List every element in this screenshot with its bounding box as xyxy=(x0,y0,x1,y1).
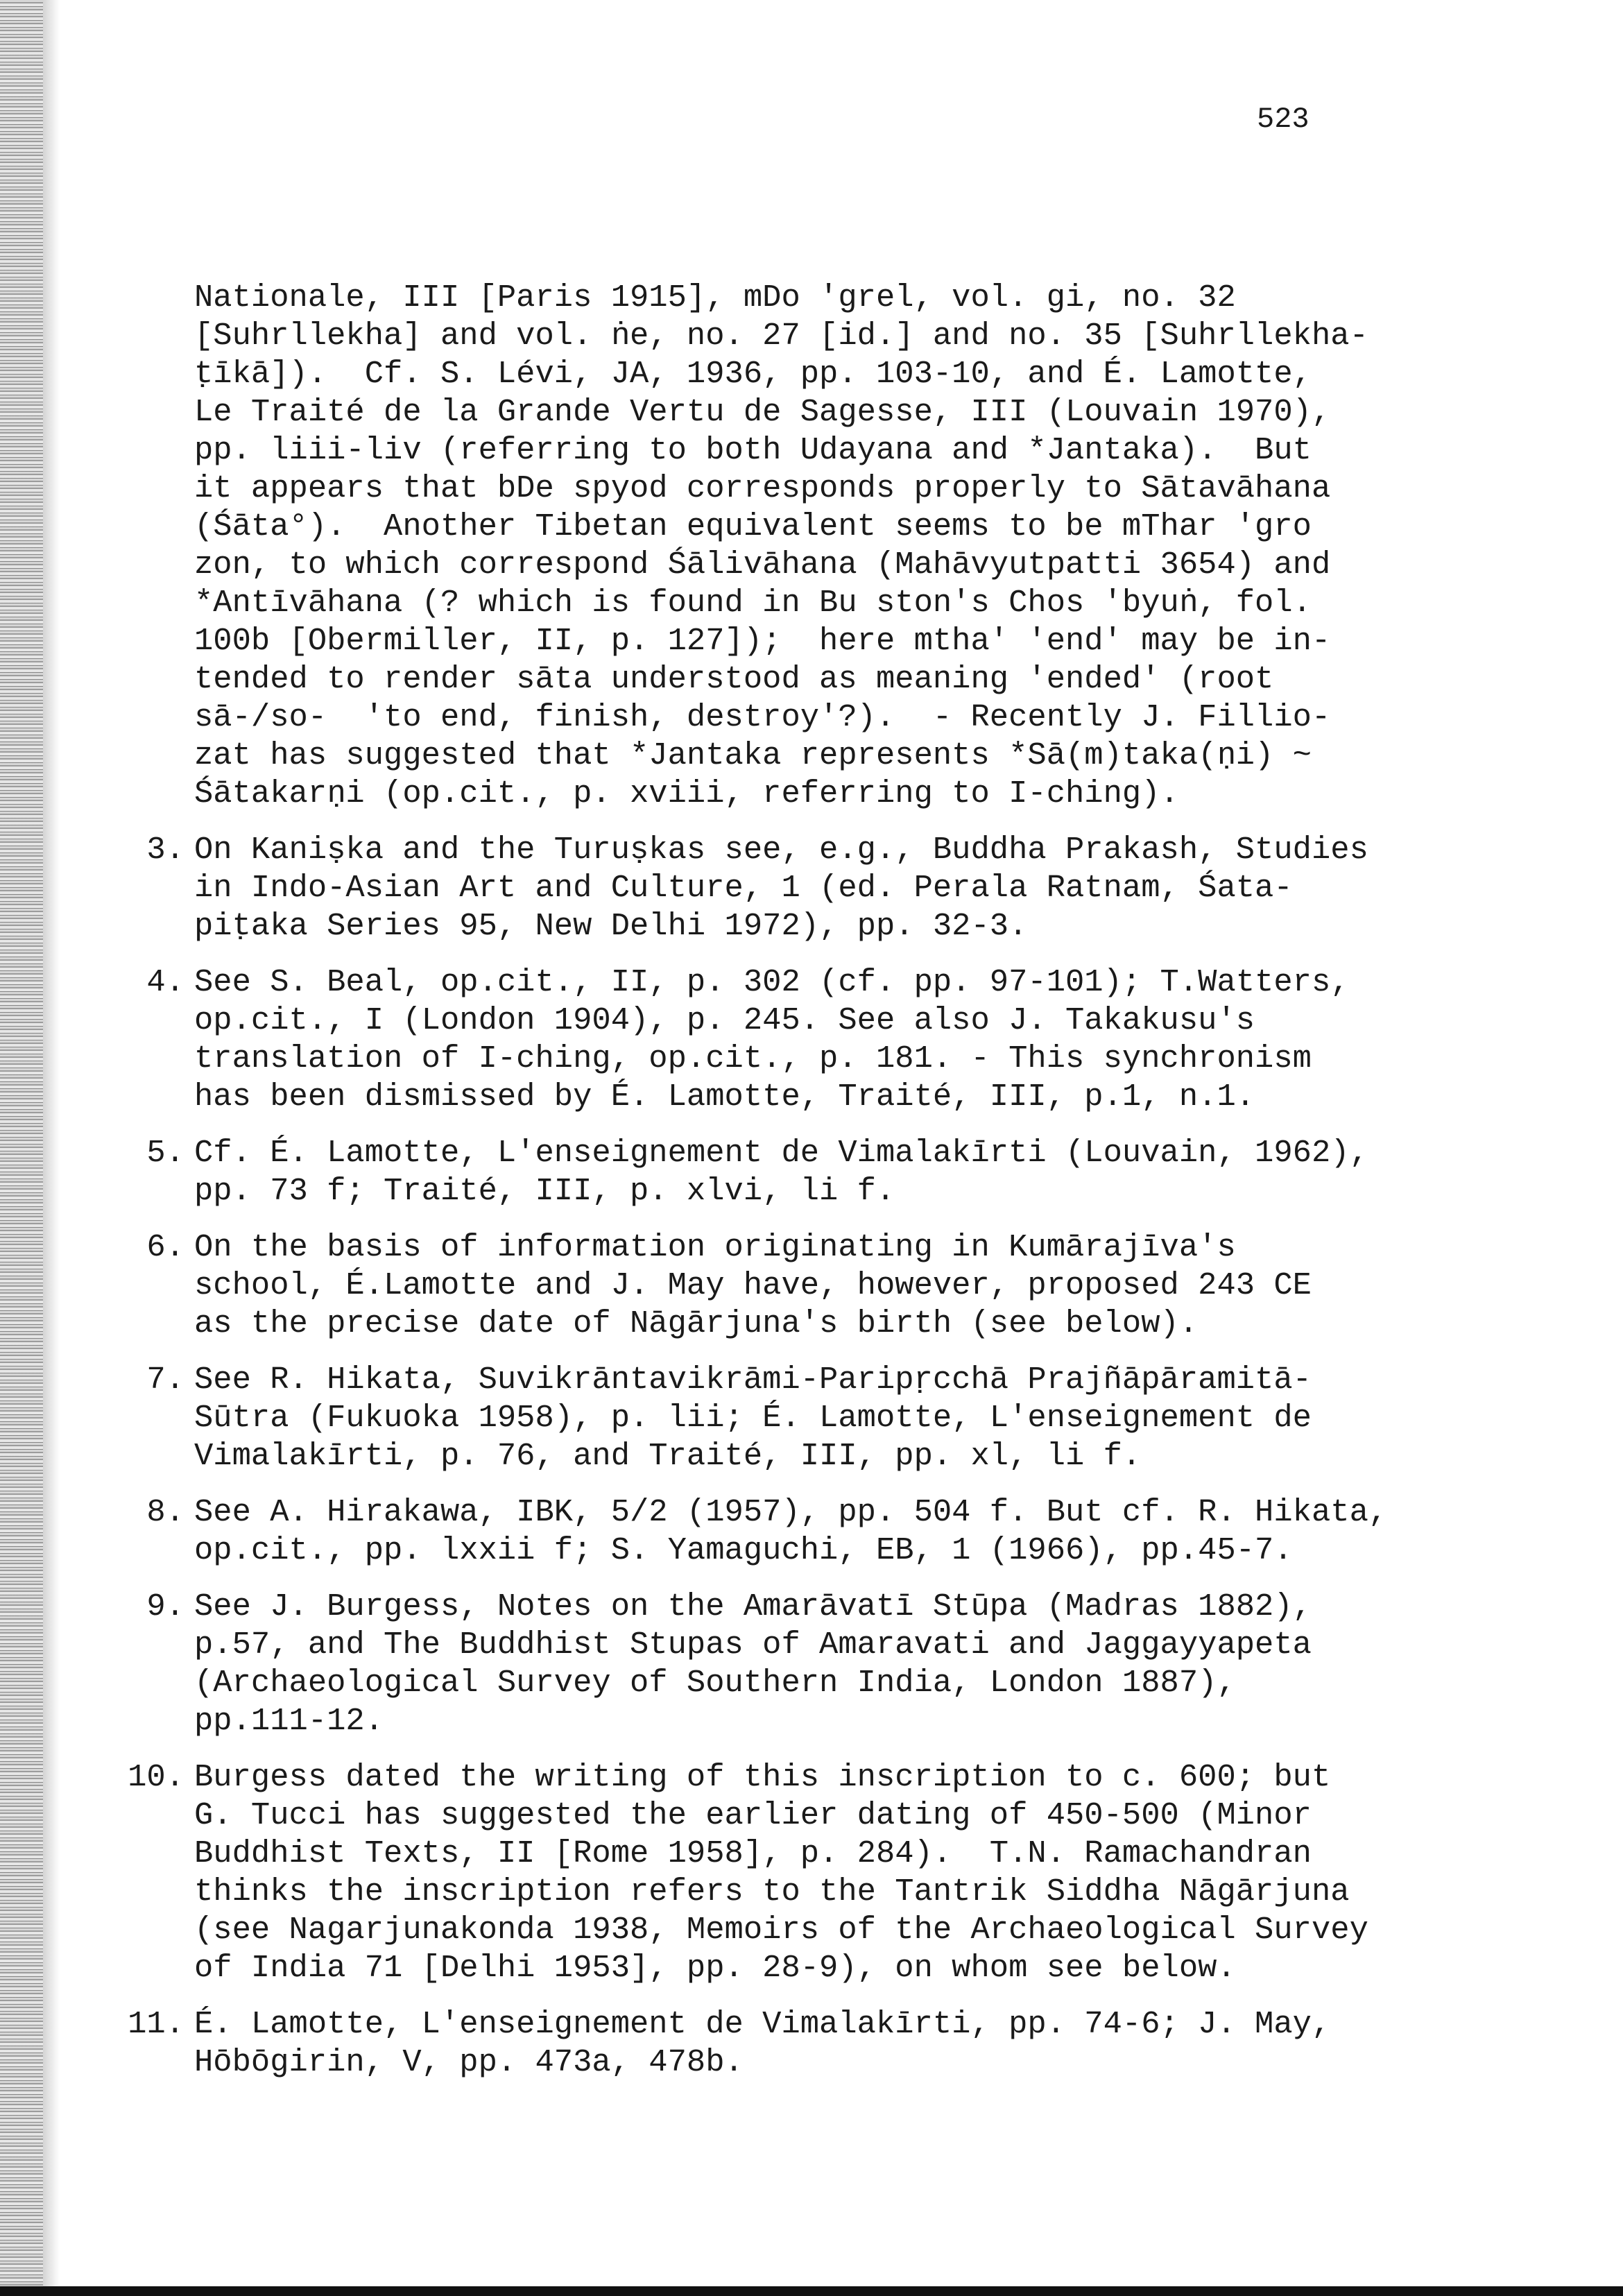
footnote-9 xyxy=(146,1588,1387,1740)
footnote-10 xyxy=(128,1758,1387,1987)
text-line: piṭaka Series 95, New Delhi 1972), pp. 32-3. xyxy=(194,908,1028,944)
footnote-continuation xyxy=(194,279,1387,813)
text-line: translation of I-ching, op.cit., p. 181. - This synchronism xyxy=(194,1040,1312,1077)
scan-binding-shadow xyxy=(43,0,60,2296)
text-line: *Antīvāhana (? which is found in Bu ston's Chos 'byuṅ, fol. xyxy=(194,585,1312,621)
text-line: zat has suggested that *Jantaka represents *Sā(m)taka(ṇi) ~ xyxy=(194,737,1312,773)
footnote-number: 10. xyxy=(128,1759,184,1795)
text-line: (Archaeological Survey of Southern India, London 1887), xyxy=(194,1665,1236,1701)
footnote-number: 5. xyxy=(146,1135,184,1171)
footnotes-body xyxy=(128,279,1388,2082)
text-line: Vimalakīrti, p. 76, and Traité, III, pp. xl, li f. xyxy=(194,1438,1142,1474)
footnote-number: 6. xyxy=(146,1229,184,1265)
text-line: É. Lamotte, L'enseignement de Vimalakīrti, pp. 74-6; J. May, xyxy=(194,2006,1331,2042)
text-line: See S. Beal, op.cit., II, p. 302 (cf. pp. 97-101); T.Watters, xyxy=(194,964,1350,1000)
text-line: Hōbōgirin, V, pp. 473a, 478b. xyxy=(194,2044,744,2080)
footnote-4 xyxy=(146,963,1387,1116)
text-line: as the precise date of Nāgārjuna's birth (see below). xyxy=(194,1305,1199,1342)
text-line: Burgess dated the writing of this inscription to c. 600; but xyxy=(194,1759,1331,1795)
text-line: in Indo-Asian Art and Culture, 1 (ed. Perala Ratnam, Śata- xyxy=(194,870,1293,906)
text-line: Sūtra (Fukuoka 1958), p. lii; É. Lamotte, L'enseignement de xyxy=(194,1400,1312,1436)
text-line: On the basis of information originating in Kumārajīva's xyxy=(194,1229,1236,1265)
text-line: op.cit., I (London 1904), p. 245. See also J. Takakusu's xyxy=(194,1002,1255,1038)
footnote-number: 11. xyxy=(128,2006,184,2042)
footnote-11 xyxy=(128,2005,1387,2082)
footnote-number: 3. xyxy=(146,832,184,868)
text-line: (see Nagarjunakonda 1938, Memoirs of the Archaeological Survey xyxy=(194,1912,1368,1948)
page-number: 523 xyxy=(1257,103,1309,136)
text-line: See R. Hikata, Suvikrāntavikrāmi-Paripṛcchā Prajñāpāramitā- xyxy=(194,1362,1312,1398)
footnote-5 xyxy=(146,1134,1387,1210)
scan-bottom-edge xyxy=(0,2286,1623,2296)
text-line: pp.111-12. xyxy=(194,1703,384,1739)
text-line: Śātakarṇi (op.cit., p. xviii, referring to I-ching). xyxy=(194,776,1179,812)
text-line: Le Traité de la Grande Vertu de Sagesse, III (Louvain 1970), xyxy=(194,394,1331,430)
text-line: school, É.Lamotte and J. May have, however, proposed 243 CE xyxy=(194,1267,1312,1303)
text-line: G. Tucci has suggested the earlier dating of 450-500 (Minor xyxy=(194,1797,1312,1833)
text-line: ṭīkā]). Cf. S. Lévi, JA, 1936, pp. 103-10, and É. Lamotte, xyxy=(194,356,1312,392)
text-line: sā-/so- 'to end, finish, destroy'?). - Recently J. Fillio- xyxy=(194,699,1331,735)
text-line: On Kaniṣka and the Turuṣkas see, e.g., Buddha Prakash, Studies xyxy=(194,832,1368,868)
text-line: tended to render sāta understood as meaning 'ended' (root xyxy=(194,661,1274,697)
text-line: of India 71 [Delhi 1953], pp. 28-9), on whom see below. xyxy=(194,1950,1236,1986)
scan-binding-edge xyxy=(0,0,43,2296)
text-line: Cf. É. Lamotte, L'enseignement de Vimalakīrti (Louvain, 1962), xyxy=(194,1135,1368,1171)
text-line: See A. Hirakawa, IBK, 5/2 (1957), pp. 504 f. But cf. R. Hikata, xyxy=(194,1494,1388,1530)
footnote-number: 4. xyxy=(146,964,184,1000)
text-line: zon, to which correspond Śālivāhana (Mahāvyutpatti 3654) and xyxy=(194,547,1331,583)
footnote-7 xyxy=(146,1361,1387,1475)
text-line: 100b [Obermiller, II, p. 127]); here mtha' 'end' may be in- xyxy=(194,623,1331,659)
text-line: pp. liii-liv (referring to both Udayana and *Jantaka). But xyxy=(194,432,1312,468)
text-line: pp. 73 f; Traité, III, p. xlvi, li f. xyxy=(194,1173,895,1209)
text-line: thinks the inscription refers to the Tantrik Siddha Nāgārjuna xyxy=(194,1874,1350,1910)
footnote-number: 9. xyxy=(146,1588,184,1625)
text-line: [Suhrllekha] and vol. ṅe, no. 27 [id.] and no. 35 [Suhrllekha- xyxy=(194,318,1368,354)
footnote-number: 8. xyxy=(146,1494,184,1530)
footnote-number: 7. xyxy=(146,1362,184,1398)
text-line: Nationale, III [Paris 1915], mDo 'grel, vol. gi, no. 32 xyxy=(194,280,1236,316)
text-line: it appears that bDe spyod corresponds properly to Sātavāhana xyxy=(194,470,1331,506)
text-line: Buddhist Texts, II [Rome 1958], p. 284). T.N. Ramachandran xyxy=(194,1835,1312,1871)
text-line: has been dismissed by É. Lamotte, Traité, III, p.1, n.1. xyxy=(194,1079,1255,1115)
text-line: op.cit., pp. lxxii f; S. Yamaguchi, EB, 1 (1966), pp.45-7. xyxy=(194,1532,1293,1568)
footnote-6 xyxy=(146,1228,1387,1343)
text-line: See J. Burgess, Notes on the Amarāvatī Stūpa (Madras 1882), xyxy=(194,1588,1312,1625)
footnote-3 xyxy=(146,831,1387,945)
footnote-8 xyxy=(146,1493,1388,1570)
text-line: (Śāta°). Another Tibetan equivalent seems to be mThar 'gro xyxy=(194,508,1312,545)
text-line: p.57, and The Buddhist Stupas of Amaravati and Jaggayyapeta xyxy=(194,1627,1312,1663)
